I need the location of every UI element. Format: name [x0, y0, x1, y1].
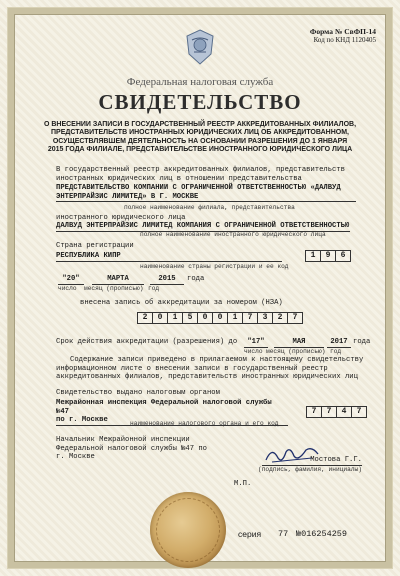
- authority-line: Межрайонная инспекция Федеральной налоговой службы №47: [56, 399, 272, 416]
- serial-series: 77: [278, 529, 289, 539]
- branch-name: [56, 184, 356, 202]
- validity-day-caption: число: [244, 348, 263, 355]
- validity-month: МАЯ: [274, 338, 324, 348]
- position-line: г. Москве: [56, 453, 95, 462]
- record-digit: 1: [227, 312, 243, 324]
- validity-label: Срок действия аккредитации (разрешения) до: [56, 338, 238, 346]
- authority-digit: 7: [306, 406, 322, 418]
- signatory-position: [56, 436, 207, 462]
- record-digit: 7: [242, 312, 258, 324]
- content-line: Содержание записи приведено в прилагаемом к настоящему свидетельству: [70, 356, 364, 364]
- validity-year: 2017: [327, 338, 351, 348]
- agency-name: Федеральная налоговая служба: [126, 76, 274, 88]
- subtitle-line: ОСУЩЕСТВЛЯВШЕМ ДЕЯТЕЛЬНОСТЬ НА ОСНОВАНИИ РАЗРЕШЕНИЯ ДО 1 ЯНВАРЯ: [52, 137, 348, 145]
- authority-code-boxes: [307, 406, 367, 418]
- record-day-caption: число: [58, 285, 77, 292]
- record-digit: 7: [287, 312, 303, 324]
- record-digit: 2: [137, 312, 153, 324]
- record-digit: 5: [182, 312, 198, 324]
- subtitle-line: 2015 ГОДА ФИЛИАЛЕ, ПРЕДСТАВИТЕЛЬСТВЕ ИНОСТРАННОГО ЮРИДИЧЕСКОГО ЛИЦА: [47, 146, 353, 154]
- code-digit: 1: [305, 250, 321, 262]
- validity-month-caption: месяц (прописью): [266, 348, 326, 355]
- document-subtitle: [40, 121, 360, 155]
- subtitle-line: ПРЕДСТАВИТЕЛЬСТВ ИНОСТРАННЫХ ЮРИДИЧЕСКИХ ЛИЦ ОБ АККРЕДИТОВАННОМ,: [51, 129, 349, 137]
- intro-line: В государственный реестр аккредитованных филиалов, представительств: [56, 166, 345, 174]
- stamp-place: М.П.: [234, 480, 252, 488]
- validity-day: "17": [244, 338, 268, 348]
- content-paragraph: [56, 356, 376, 382]
- record-digit: 0: [152, 312, 168, 324]
- serial-label: серия: [238, 529, 262, 539]
- record-digit: 1: [167, 312, 183, 324]
- authority-digit: 4: [336, 406, 352, 418]
- code-digit: 9: [320, 250, 336, 262]
- record-month-caption: месяц (прописью): [84, 285, 144, 292]
- position-line: Начальник Межрайонной инспекции: [56, 436, 190, 444]
- authority-caption: наименование налогового органа и его код: [130, 420, 279, 427]
- document-title: СВИДЕТЕЛЬСТВО: [98, 90, 302, 114]
- signatory-name: Мостова Г.Г.: [262, 456, 362, 466]
- content-line: информационном листе о внесении записи в государственный реестр: [56, 364, 328, 373]
- branch-name-line: ПРЕДСТАВИТЕЛЬСТВО КОМПАНИИ С ОГРАНИЧЕННОЙ ОТВЕТСТВЕННОСТЬЮ «ДАЛВУД: [56, 184, 341, 192]
- official-seal-icon: [150, 492, 226, 568]
- intro-paragraph: [56, 166, 376, 183]
- validity-year-caption: год: [330, 348, 342, 355]
- record-label: внесена запись об аккредитации за номером (НЗА): [80, 299, 283, 307]
- code-digit: 6: [335, 250, 351, 262]
- record-month: МАРТА: [92, 275, 144, 285]
- entity-label: иностранного юридического лица: [56, 214, 186, 222]
- country-caption: наименование страны регистрации и ее код: [140, 263, 289, 270]
- authority-line: по г. Москве: [56, 416, 108, 425]
- signature-caption: (подпись, фамилия, инициалы): [258, 466, 362, 473]
- serial-number: №016254259: [296, 529, 348, 539]
- record-digit: 0: [197, 312, 213, 324]
- intro-line: иностранных юридических лиц в отношении представительства: [56, 174, 302, 183]
- record-day: "20": [58, 275, 84, 285]
- entity-name: ДАЛВУД ЭНТЕРПРАЙЗИС ЛИМИТЕД КОМПАНИЯ С ОГРАНИЧЕННОЙ ОТВЕТСТВЕННОСТЬЮ: [56, 222, 350, 230]
- content-line: аккредитованных филиалов, представительств иностранных юридических лиц: [56, 373, 358, 382]
- knd-code: Код по КНД 1120405: [313, 36, 376, 44]
- country-label: Страна регистрации: [56, 242, 134, 250]
- record-number-boxes: [138, 312, 303, 324]
- record-digit: 0: [212, 312, 228, 324]
- record-digit: 2: [272, 312, 288, 324]
- issued-label: Свидетельство выдано налоговым органом: [56, 389, 220, 397]
- country-value: РЕСПУБЛИКА КИПР: [56, 252, 282, 262]
- subtitle-line: О ВНЕСЕНИИ ЗАПИСИ В ГОСУДАРСТВЕННЫЙ РЕЕСТР АККРЕДИТОВАННЫХ ФИЛИАЛОВ,: [43, 121, 357, 128]
- form-number: Форма № СвФП-14: [309, 27, 376, 36]
- branch-name-line: ЭНТЕРПРАЙЗИС ЛИМИТЕД» В Г. МОСКВЕ: [56, 192, 199, 201]
- coat-of-arms-icon: [183, 28, 217, 66]
- record-year-suffix: года: [187, 275, 205, 283]
- authority-digit: 7: [351, 406, 367, 418]
- record-year: 2015: [150, 275, 184, 285]
- record-digit: 3: [257, 312, 273, 324]
- validity-year-suffix: года: [353, 338, 371, 346]
- record-year-caption: год: [148, 285, 160, 292]
- entity-caption: полное наименование иностранного юридического лица: [140, 231, 326, 238]
- branch-caption: полное наименование филиала, представительства: [124, 204, 295, 211]
- position-line: Федеральной налоговой службы №47 по: [56, 444, 207, 453]
- country-code-boxes: [306, 250, 351, 262]
- authority-digit: 7: [321, 406, 337, 418]
